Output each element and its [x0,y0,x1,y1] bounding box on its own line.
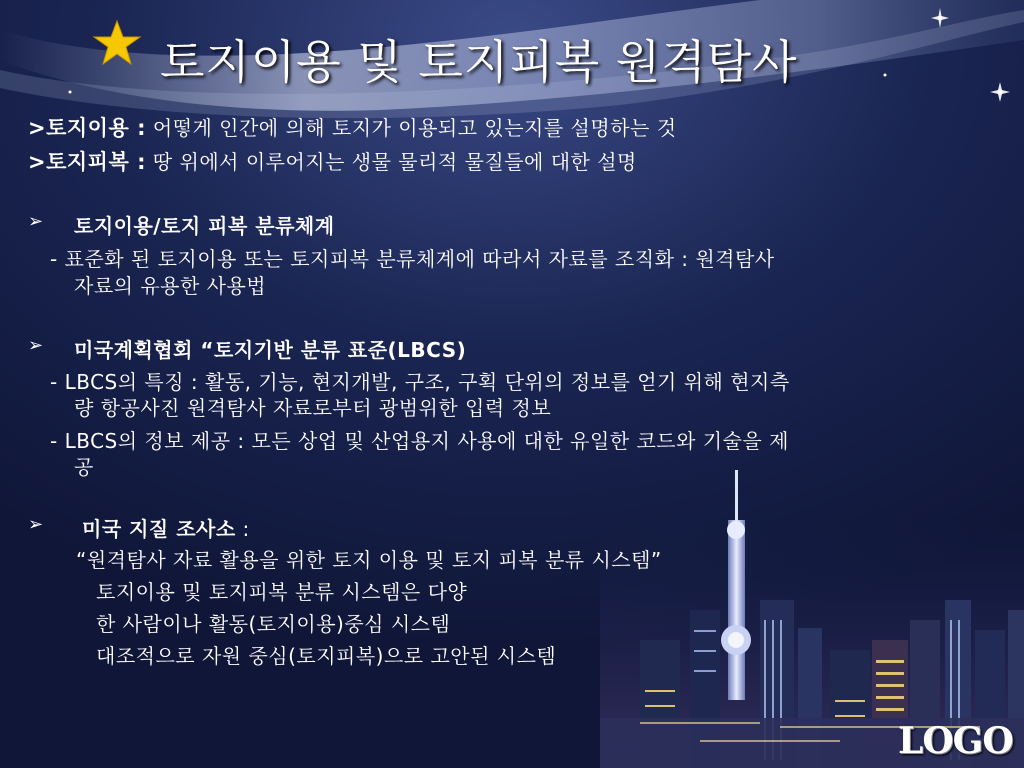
section-line: 량 항공사진 원격탐사 자료로부터 광범위한 입력 정보 [74,396,552,420]
arrow-bullet-icon: ➢ [28,514,44,535]
section-heading-classification: 토지이용/토지 피복 분류체계 [74,214,335,238]
section-line: 공 [74,455,94,479]
section-line: 한 사람이나 활동(토지이용)중심 시스템 [96,612,451,636]
section-heading-text: 미국 지질 조사소 [82,517,236,541]
definition-term: 토지이용 : [46,116,146,140]
definition-term: 토지피복 : [46,150,146,174]
section-line: 토지이용 및 토지피복 분류 시스템은 다양 [96,580,468,604]
arrow-bullet-icon: ➢ [28,211,44,232]
slide-title: 토지이용 및 토지피복 원격탐사 [160,35,798,89]
section-heading-lbcs: 미국계획협회 “토지기반 분류 표준(LBCS) [74,338,467,362]
section-line: 대조적으로 자원 중심(토지피복)으로 고안된 시스템 [96,644,557,668]
definition-prefix: > [28,150,47,174]
definition-text: 어떻게 인간에 의해 토지가 이용되고 있는지를 설명하는 것 [145,116,677,140]
section-line: - LBCS의 정보 제공 : 모든 상업 및 산업용지 사용에 대한 유일한 코드와 기술을 제 [50,429,789,453]
section-line: “원격탐사 자료 활용을 위한 토지 이용 및 토지 피복 분류 시스템” [76,548,662,572]
section-line: - 표준화 된 토지이용 또는 토지피복 분류체계에 따라서 자료를 조직화 : 원격탐사 [50,247,775,271]
section-heading-usgs [82,513,250,542]
definition-land-cover [28,146,637,176]
section-line: - LBCS의 특징 : 활동, 기능, 현지개발, 구조, 구획 단위의 정보를 얻기 위해 현지측 [50,370,790,394]
definition-prefix: > [28,116,47,140]
definition-land-use [28,112,677,142]
definition-text: 땅 위에서 이루어지는 생물 물리적 물질들에 대한 설명 [145,150,637,174]
logo: LOGO [898,720,1013,762]
section-line: 자료의 유용한 사용법 [74,274,267,298]
arrow-bullet-icon: ➢ [28,335,44,356]
section-heading-suffix: : [235,517,250,541]
star-icon [92,18,142,68]
